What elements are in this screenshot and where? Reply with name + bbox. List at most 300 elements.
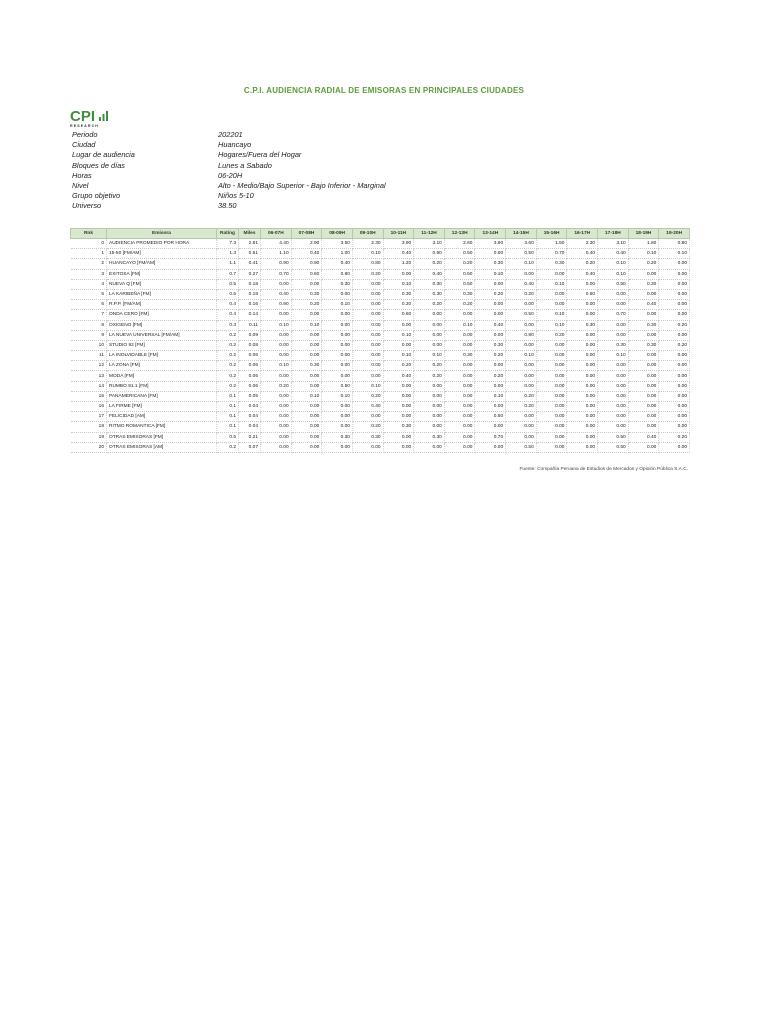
value-cell: 2.90 — [291, 239, 322, 249]
value-cell: 0.50 — [506, 442, 537, 452]
value-cell: 0.10 — [659, 249, 690, 259]
value-cell: 0.30 — [628, 320, 659, 330]
value-cell: 0.16 — [239, 300, 261, 310]
value-cell: 0.10 — [598, 259, 629, 269]
station-cell: MODA [FM] — [107, 371, 217, 381]
value-cell: 0.00 — [414, 340, 445, 350]
value-cell: 0.30 — [322, 432, 353, 442]
meta-label: Lugar de audiencia — [72, 150, 135, 160]
value-cell: 0.00 — [567, 361, 598, 371]
value-cell: 0.00 — [291, 442, 322, 452]
value-cell: 4.40 — [261, 239, 292, 249]
value-cell: 0.00 — [322, 310, 353, 320]
value-cell: 0.00 — [352, 320, 383, 330]
value-cell: 0.00 — [598, 300, 629, 310]
value-cell: 0.10 — [536, 310, 567, 320]
table-row — [71, 442, 690, 452]
value-cell: 0.40 — [475, 320, 506, 330]
value-cell: 0.00 — [659, 381, 690, 391]
value-cell: 0.40 — [567, 269, 598, 279]
value-cell: 0.00 — [352, 442, 383, 452]
logo-subtext: RESEARCH — [70, 124, 99, 128]
value-cell: 0.10 — [383, 330, 414, 340]
meta-value: Niños 5-10 — [218, 191, 254, 201]
value-cell: 0.50 — [567, 289, 598, 299]
value-cell: 0.60 — [475, 249, 506, 259]
station-cell: ONDA CERO [FM] — [107, 310, 217, 320]
value-cell: 0.00 — [383, 391, 414, 401]
meta-row — [72, 201, 386, 211]
table-row — [71, 361, 690, 371]
value-cell: 0.10 — [352, 381, 383, 391]
column-header: 06-07H — [261, 229, 292, 239]
value-cell: 3.10 — [598, 239, 629, 249]
value-cell: 0.00 — [598, 381, 629, 391]
value-cell: 0.00 — [444, 412, 475, 422]
value-cell: 0.00 — [628, 422, 659, 432]
meta-row — [72, 140, 386, 150]
value-cell: 0.00 — [352, 279, 383, 289]
value-cell: 0.00 — [536, 351, 567, 361]
value-cell: 0.70 — [598, 310, 629, 320]
value-cell: 0.50 — [506, 310, 537, 320]
value-cell: 0.00 — [261, 432, 292, 442]
meta-row — [72, 150, 386, 160]
value-cell: 0.00 — [567, 422, 598, 432]
value-cell: 0.00 — [322, 289, 353, 299]
value-cell: 0.00 — [506, 422, 537, 432]
column-header: 08-09H — [322, 229, 353, 239]
value-cell: 0.00 — [414, 310, 445, 320]
value-cell: 0.40 — [383, 371, 414, 381]
value-cell: 0.00 — [475, 381, 506, 391]
value-cell: 0.00 — [261, 422, 292, 432]
value-cell: 0.30 — [598, 340, 629, 350]
rank-cell: 6 — [71, 300, 107, 310]
value-cell: 0.40 — [291, 249, 322, 259]
value-cell: 0.00 — [291, 402, 322, 412]
value-cell: 0.00 — [598, 361, 629, 371]
value-cell: 0.00 — [536, 402, 567, 412]
column-header: 12-13H — [444, 229, 475, 239]
value-cell: 0.1 — [217, 422, 239, 432]
value-cell: 0.00 — [444, 381, 475, 391]
value-cell: 0.80 — [352, 259, 383, 269]
column-header: 11-12H — [414, 229, 445, 239]
value-cell: 0.00 — [261, 412, 292, 422]
value-cell: 0.20 — [444, 300, 475, 310]
value-cell: 0.00 — [659, 402, 690, 412]
value-cell: 0.50 — [322, 381, 353, 391]
value-cell: 0.00 — [506, 371, 537, 381]
value-cell: 0.30 — [475, 340, 506, 350]
value-cell: 0.10 — [261, 361, 292, 371]
value-cell: 0.00 — [261, 402, 292, 412]
value-cell: 0.50 — [598, 432, 629, 442]
table-row — [71, 422, 690, 432]
value-cell: 0.00 — [383, 340, 414, 350]
value-cell: 0.00 — [475, 361, 506, 371]
value-cell: 0.5 — [217, 289, 239, 299]
table-row — [71, 351, 690, 361]
value-cell: 0.00 — [291, 351, 322, 361]
value-cell: 0.90 — [414, 249, 445, 259]
value-cell: 0.00 — [414, 442, 445, 452]
value-cell: 0.00 — [567, 351, 598, 361]
value-cell: 0.08 — [239, 340, 261, 350]
value-cell: 0.00 — [659, 391, 690, 401]
value-cell: 0.00 — [536, 300, 567, 310]
value-cell: 0.00 — [291, 330, 322, 340]
value-cell: 0.70 — [475, 432, 506, 442]
value-cell: 0.00 — [628, 269, 659, 279]
value-cell: 0.20 — [261, 381, 292, 391]
table-row — [71, 279, 690, 289]
meta-row — [72, 191, 386, 201]
value-cell: 0.00 — [567, 310, 598, 320]
value-cell: 0.90 — [291, 259, 322, 269]
value-cell: 0.20 — [475, 289, 506, 299]
rank-cell: 2 — [71, 259, 107, 269]
value-cell: 2.30 — [567, 239, 598, 249]
value-cell: 0.50 — [598, 442, 629, 452]
value-cell: 0.00 — [659, 442, 690, 452]
value-cell: 0.00 — [291, 371, 322, 381]
meta-row — [72, 171, 386, 181]
table-row — [71, 239, 690, 249]
value-cell: 0.20 — [659, 320, 690, 330]
meta-row — [72, 130, 386, 140]
value-cell: 0.40 — [261, 289, 292, 299]
value-cell: 0.00 — [383, 402, 414, 412]
value-cell: 0.90 — [261, 259, 292, 269]
value-cell: 0.00 — [444, 330, 475, 340]
rank-cell: 1 — [71, 249, 107, 259]
value-cell: 0.2 — [217, 361, 239, 371]
value-cell: 0.10 — [506, 259, 537, 269]
value-cell: 0.00 — [322, 412, 353, 422]
value-cell: 0.00 — [261, 310, 292, 320]
value-cell: 0.00 — [352, 289, 383, 299]
value-cell: 0.20 — [506, 289, 537, 299]
value-cell: 0.00 — [536, 381, 567, 391]
rank-cell: 14 — [71, 381, 107, 391]
value-cell: 0.00 — [414, 391, 445, 401]
meta-value: Huancayo — [218, 140, 252, 150]
value-cell: 0.00 — [659, 269, 690, 279]
value-cell: 0.00 — [291, 412, 322, 422]
value-cell: 0.70 — [536, 249, 567, 259]
meta-value: 202201 — [218, 130, 243, 139]
column-header: 15-16H — [536, 229, 567, 239]
rank-cell: 18 — [71, 422, 107, 432]
value-cell: 0.00 — [659, 289, 690, 299]
value-cell: 0.00 — [536, 340, 567, 350]
value-cell: 0.00 — [598, 320, 629, 330]
value-cell: 0.00 — [567, 340, 598, 350]
value-cell: 0.06 — [239, 371, 261, 381]
value-cell: 0.70 — [261, 269, 292, 279]
value-cell: 0.21 — [239, 432, 261, 442]
value-cell: 0.10 — [444, 320, 475, 330]
value-cell: 0.00 — [567, 371, 598, 381]
rank-cell: 16 — [71, 402, 107, 412]
value-cell: 0.00 — [536, 269, 567, 279]
value-cell: 0.51 — [239, 249, 261, 259]
value-cell: 0.04 — [239, 412, 261, 422]
value-cell: 0.00 — [628, 361, 659, 371]
value-cell: 0.30 — [414, 289, 445, 299]
value-cell: 0.60 — [291, 269, 322, 279]
value-cell: 0.2 — [217, 330, 239, 340]
value-cell: 0.00 — [444, 442, 475, 452]
value-cell: 0.00 — [383, 412, 414, 422]
value-cell: 0.00 — [414, 402, 445, 412]
value-cell: 0.00 — [322, 371, 353, 381]
value-cell: 0.00 — [598, 412, 629, 422]
station-cell: LA INOLVIDABLE [FM] — [107, 351, 217, 361]
rank-cell: 17 — [71, 412, 107, 422]
table-row — [71, 269, 690, 279]
value-cell: 0.40 — [322, 259, 353, 269]
value-cell: 0.00 — [352, 330, 383, 340]
value-cell: 0.10 — [475, 269, 506, 279]
value-cell: 0.00 — [628, 442, 659, 452]
value-cell: 0.10 — [536, 279, 567, 289]
value-cell: 0.18 — [239, 289, 261, 299]
value-cell: 0.00 — [352, 300, 383, 310]
value-cell: 0.30 — [291, 289, 322, 299]
station-cell: RUMBO 91.1 [FM] — [107, 381, 217, 391]
value-cell: 0.00 — [506, 340, 537, 350]
value-cell: 0.00 — [261, 279, 292, 289]
value-cell: 2.81 — [239, 239, 261, 249]
audience-table — [70, 228, 690, 453]
column-header: 10-11H — [383, 229, 414, 239]
value-cell: 3.50 — [322, 239, 353, 249]
value-cell: 0.00 — [536, 371, 567, 381]
station-cell: STUDIO 92 [FM] — [107, 340, 217, 350]
value-cell: 0.10 — [628, 249, 659, 259]
value-cell: 0.40 — [352, 402, 383, 412]
station-cell: R.P.P. [FM/AM] — [107, 300, 217, 310]
source-note: Fuente: Compañía Peruana de Estudios de Mercados y Opinión Pública S.A.C. — [519, 467, 688, 472]
station-cell: LA FIRME [FM] — [107, 402, 217, 412]
column-header: Rnk — [71, 229, 107, 239]
station-cell: AUDIENCIA PROMEDIO POR HORA — [107, 239, 217, 249]
value-cell: 0.30 — [383, 422, 414, 432]
value-cell: 0.10 — [383, 351, 414, 361]
value-cell: 0.2 — [217, 442, 239, 452]
value-cell: 0.06 — [239, 381, 261, 391]
value-cell: 0.00 — [414, 330, 445, 340]
value-cell: 0.30 — [322, 279, 353, 289]
meta-label: Grupo objetivo — [72, 191, 121, 201]
value-cell: 0.00 — [628, 371, 659, 381]
station-cell: OTRAS EMISORAS [FM] — [107, 432, 217, 442]
value-cell: 0.00 — [444, 371, 475, 381]
table-row — [71, 381, 690, 391]
value-cell: 0.00 — [567, 432, 598, 442]
table-row — [71, 432, 690, 442]
value-cell: 0.30 — [291, 361, 322, 371]
value-cell: 0.20 — [414, 259, 445, 269]
value-cell: 0.40 — [567, 249, 598, 259]
value-cell: 0.00 — [659, 259, 690, 269]
value-cell: 0.00 — [322, 320, 353, 330]
value-cell: 7.3 — [217, 239, 239, 249]
value-cell: 0.10 — [506, 351, 537, 361]
meta-value: 06-20H — [218, 170, 243, 180]
value-cell: 0.00 — [322, 361, 353, 371]
value-cell: 0.4 — [217, 300, 239, 310]
value-cell: 0.3 — [217, 320, 239, 330]
value-cell: 0.00 — [291, 279, 322, 289]
value-cell: 2.30 — [352, 239, 383, 249]
station-cell: LA KARIBEÑA [FM] — [107, 289, 217, 299]
value-cell: 0.00 — [475, 422, 506, 432]
value-cell: 0.20 — [536, 330, 567, 340]
value-cell: 0.1 — [217, 402, 239, 412]
value-cell: 0.00 — [261, 371, 292, 381]
report-title: C.P.I. AUDIENCIA RADIAL DE EMISORAS EN PRINCIPALES CIUDADES — [243, 86, 525, 95]
value-cell: 0.10 — [352, 249, 383, 259]
column-header: Emisora — [107, 229, 217, 239]
meta-value: Hogares/Fuera del Hogar — [218, 150, 302, 160]
value-cell: 0.27 — [239, 269, 261, 279]
value-cell: 0.00 — [536, 432, 567, 442]
rank-cell: 0 — [71, 239, 107, 249]
report-parameters — [72, 130, 386, 212]
column-header: 17-18H — [598, 229, 629, 239]
meta-label: Universo — [72, 201, 102, 211]
value-cell: 0.00 — [659, 371, 690, 381]
value-cell: 1.1 — [217, 259, 239, 269]
value-cell: 0.00 — [628, 310, 659, 320]
value-cell: 0.00 — [659, 351, 690, 361]
value-cell: 0.00 — [383, 269, 414, 279]
value-cell: 0.00 — [628, 402, 659, 412]
rank-cell: 13 — [71, 371, 107, 381]
rank-cell: 8 — [71, 320, 107, 330]
station-cell: 15-50 [FM/AM] — [107, 249, 217, 259]
value-cell: 0.90 — [506, 330, 537, 340]
value-cell: 0.07 — [239, 442, 261, 452]
column-header: 14-15H — [506, 229, 537, 239]
value-cell: 0.06 — [239, 361, 261, 371]
value-cell: 0.80 — [659, 239, 690, 249]
logo-text: CPI — [70, 108, 96, 125]
value-cell: 0.20 — [352, 269, 383, 279]
value-cell: 0.00 — [536, 289, 567, 299]
table-row — [71, 402, 690, 412]
value-cell: 0.00 — [444, 402, 475, 412]
value-cell: 0.30 — [536, 259, 567, 269]
rank-cell: 10 — [71, 340, 107, 350]
value-cell: 0.00 — [506, 361, 537, 371]
value-cell: 0.00 — [567, 381, 598, 391]
table-row — [71, 289, 690, 299]
rank-cell: 19 — [71, 432, 107, 442]
value-cell: 0.00 — [506, 269, 537, 279]
value-cell: 0.00 — [567, 279, 598, 289]
table-header-row — [71, 229, 690, 239]
value-cell: 0.20 — [383, 300, 414, 310]
value-cell: 0.00 — [352, 351, 383, 361]
value-cell: 0.00 — [291, 310, 322, 320]
value-cell: 0.30 — [444, 351, 475, 361]
rank-cell: 12 — [71, 361, 107, 371]
value-cell: 0.10 — [598, 351, 629, 361]
value-cell: 0.20 — [506, 402, 537, 412]
value-cell: 0.00 — [628, 412, 659, 422]
value-cell: 0.20 — [659, 340, 690, 350]
value-cell: 0.00 — [291, 381, 322, 391]
table-row — [71, 259, 690, 269]
value-cell: 0.00 — [659, 279, 690, 289]
table-row — [71, 391, 690, 401]
value-cell: 0.00 — [567, 412, 598, 422]
value-cell: 0.20 — [475, 371, 506, 381]
value-cell: 0.00 — [628, 330, 659, 340]
meta-value: Lunes a Sabado — [218, 160, 272, 170]
value-cell: 0.00 — [444, 422, 475, 432]
value-cell: 0.00 — [598, 330, 629, 340]
column-header: 16-17H — [567, 229, 598, 239]
value-cell: 0.20 — [567, 259, 598, 269]
value-cell: 0.00 — [567, 402, 598, 412]
value-cell: 0.18 — [239, 279, 261, 289]
value-cell: 0.00 — [291, 340, 322, 350]
value-cell: 0.50 — [475, 412, 506, 422]
value-cell: 0.10 — [475, 391, 506, 401]
value-cell: 1.50 — [536, 239, 567, 249]
value-cell: 0.00 — [506, 381, 537, 391]
value-cell: 0.30 — [444, 289, 475, 299]
station-cell: OTRAS EMISORAS [AM] — [107, 442, 217, 452]
value-cell: 0.00 — [352, 310, 383, 320]
value-cell: 0.00 — [475, 279, 506, 289]
value-cell: 0.60 — [383, 310, 414, 320]
rank-cell: 5 — [71, 289, 107, 299]
value-cell: 0.00 — [506, 300, 537, 310]
value-cell: 0.04 — [239, 402, 261, 412]
value-cell: 0.2 — [217, 371, 239, 381]
value-cell: 0.00 — [352, 340, 383, 350]
value-cell: 0.00 — [322, 330, 353, 340]
value-cell: 0.00 — [567, 330, 598, 340]
value-cell: 0.20 — [291, 300, 322, 310]
rank-cell: 20 — [71, 442, 107, 452]
value-cell: 0.00 — [475, 402, 506, 412]
value-cell: 0.00 — [322, 340, 353, 350]
station-cell: OXIGENO [FM] — [107, 320, 217, 330]
value-cell: 0.1 — [217, 391, 239, 401]
value-cell: 0.20 — [414, 371, 445, 381]
column-header: 09-10H — [352, 229, 383, 239]
value-cell: 0.09 — [239, 330, 261, 340]
value-cell: 0.00 — [261, 351, 292, 361]
value-cell: 0.50 — [506, 249, 537, 259]
rank-cell: 4 — [71, 279, 107, 289]
value-cell: 0.00 — [475, 310, 506, 320]
rank-cell: 11 — [71, 351, 107, 361]
value-cell: 0.20 — [414, 300, 445, 310]
column-header: 07-08H — [291, 229, 322, 239]
value-cell: 0.00 — [383, 320, 414, 330]
value-cell: 0.00 — [506, 412, 537, 422]
value-cell: 0.40 — [628, 432, 659, 442]
